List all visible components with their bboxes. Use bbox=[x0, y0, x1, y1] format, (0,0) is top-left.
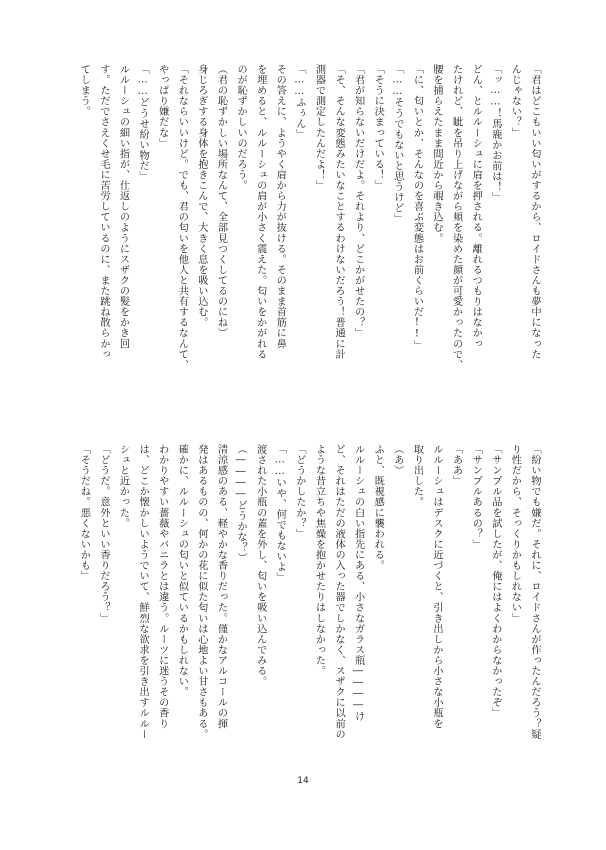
text-line: のが恥ずかしいのだろう。 bbox=[235, 64, 247, 191]
text-line: 取り出した。 bbox=[411, 444, 423, 508]
text-line: 「紛い物でも嫌だ。それに、ロイドさんが作ったんだろう？疑 bbox=[529, 444, 540, 740]
text-line: 「君はどこもいい匂いがするから、ロイドさんも夢中になった bbox=[529, 64, 540, 360]
text-line: ような昔立ちや焦燥を抱かせたりはしなかった。 bbox=[313, 444, 325, 677]
text-line: 「サンプルあるの？」 bbox=[470, 444, 482, 550]
text-line: 「そうだね。悪くないかも」 bbox=[78, 444, 90, 582]
text-line: やっぱり嫌だな」 bbox=[156, 64, 168, 149]
text-line: わかりやすい薔薇やバニラとは違う。ルーツに迷うその香り bbox=[156, 444, 168, 729]
text-line: 「……ふぅん」 bbox=[293, 64, 305, 140]
text-line: す。ただでさえくせ毛に苦労しているのに、また跳ね散らかっ bbox=[97, 64, 109, 360]
text-line: 「ッ……！馬鹿かお前は！」 bbox=[489, 64, 501, 203]
text-line: （あ） bbox=[391, 444, 403, 476]
text-line: 「サンプル品を試したが、俺にはよくわからなかったぞ」 bbox=[489, 444, 501, 719]
text-line: ルルーシュの細い指が、仕返しのようにスザクの髪をかき回 bbox=[117, 64, 129, 349]
text-line: 「それならいいけど。でも、君の匂いを他人と共有するなんて、 bbox=[176, 64, 188, 370]
text-line: どん、とルルーシュに肩を押される。離れるつもりはなかっ bbox=[470, 64, 482, 349]
text-line: （君の恥ずかしい場所なんて、全部見つくしてるのにね） bbox=[215, 64, 227, 339]
text-line: 「……いや、何でもないよ」 bbox=[274, 444, 286, 583]
text-line: は、どこか懐かしいようでいて、鮮烈な欲求を引き出すルルー bbox=[137, 444, 149, 740]
text-line: 「……そうでもないと思うけど」 bbox=[391, 64, 403, 224]
text-line: 「どうだ。意外といい香りだろう？」 bbox=[97, 444, 109, 624]
text-line: その答えに、ようやく肩から力が抜ける。そのまま首筋に鼻 bbox=[274, 64, 286, 349]
text-line: 「そうに決まっている！」 bbox=[372, 64, 384, 191]
text-line: 測器で測定したんだよ！」 bbox=[313, 64, 325, 191]
text-line: ど、それはただの液体の入った器でしかなく、スザクに以前の bbox=[333, 444, 345, 740]
text-line: ふと、既視感に襲われる。 bbox=[372, 444, 384, 571]
text-line: ルルーシュの白い指先にある、小さなガラス瓶――――け bbox=[352, 444, 364, 722]
text-line: てしまう。 bbox=[78, 64, 90, 117]
lower-text-block bbox=[78, 444, 544, 744]
upper-text-block bbox=[78, 64, 544, 424]
page-number: 14 bbox=[297, 776, 309, 786]
text-line: 清涼感のある、軽やかな香りだった。僅かなアルコールの揮 bbox=[215, 444, 227, 729]
text-line: 「どうかしたか？」 bbox=[293, 444, 305, 539]
text-line: シュと近かった。 bbox=[117, 444, 129, 529]
text-line: 「に、匂いとか、そんなのを喜ぶ変態はお前くらいだ!!」 bbox=[411, 64, 423, 351]
text-line: 「そ、そんな変態みたいなことするわけないだろう！普通に計 bbox=[333, 64, 345, 360]
text-line: 発はあるものの、何かの花に似た匂いは心地よい甘さもある。 bbox=[195, 444, 207, 740]
text-line: 確かに、ルルーシュの匂いと似ているかもしれない。 bbox=[176, 444, 188, 698]
text-line: たけれど、眦を吊り上げながら頬を染めた顔が可愛かったので、 bbox=[450, 64, 462, 370]
text-line: 渡された小瓶の蓋を外し、匂いを吸い込んでみる。 bbox=[254, 444, 266, 687]
text-line: を埋めると、ルルーシュの肩が小さく震えた。匂いをかがれる bbox=[254, 64, 266, 360]
text-line: （――――どうかな？） bbox=[235, 444, 247, 564]
text-line: ルルーシュはデスクに近づくと、引き出しから小さな小瓶を bbox=[431, 444, 443, 729]
text-line: 「君が知らないだけだよ。それより、どこかがせたの？」 bbox=[352, 64, 364, 339]
text-line: 「……どうせ紛い物だ」 bbox=[137, 64, 149, 182]
text-line: んじゃない？」 bbox=[509, 64, 521, 138]
text-line: 「ああ」 bbox=[450, 444, 462, 487]
text-line: 腰を捕らえたまま間近から覗き込む。 bbox=[431, 64, 443, 244]
text-line: り性だから、そっくりかもしれない」 bbox=[509, 444, 521, 624]
text-line: 身じろぎする身体を抱きこんで、大きく息を吸い込む。 bbox=[195, 64, 207, 328]
